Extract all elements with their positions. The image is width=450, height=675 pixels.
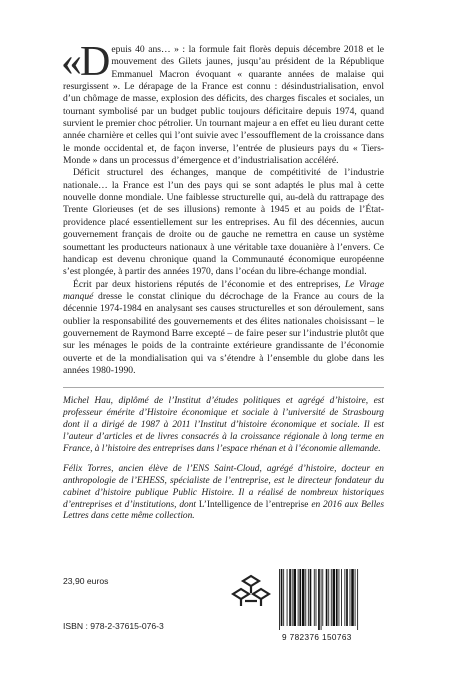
dropcap: «D [61, 39, 109, 85]
barcode-bar [351, 569, 354, 626]
summary-paragraph-2: Déficit structurel des échanges, manque de compétitivité de l’industrie nationale… la France est l’un des pays qui se sont adaptés le plus mal à cette nouvelle donne mondiale. Une faiblesse structurelle qui, au-delà du rattrapage des Trente Glorieuses (et de ses illusions) remonte à 1945 et au poids de l’État-providence placé essentiellement sur les entreprises. Au fil des décennies, aucun gouvernement français de droite ou de gauche ne remettra en cause un système soumettant les producteurs nationaux à une véritable taxe douanière à l’envers. Ce handicap est devenu chronique quand la Communauté économique européenne s’est plongée, à partir des années 1970, dans l’océan du libre-échange mondial. [63, 167, 384, 278]
isbn: ISBN : 978-2-37615-076-3 [63, 621, 164, 631]
barcode-bar [333, 569, 336, 626]
barcode-bar [283, 569, 284, 626]
torres-book-title: L’Intelligence de l’entreprise [198, 499, 309, 510]
book-title: Le Virage manqué [63, 278, 384, 302]
barcode-bar [305, 569, 306, 626]
barcode-bar [308, 569, 309, 626]
barcode-bar [318, 569, 320, 630]
barcode-bar [350, 569, 351, 626]
barcode-bar [321, 569, 322, 630]
barcode-bar [279, 569, 280, 630]
summary-paragraph-3 [63, 279, 384, 378]
author-bio-hau: Michel Hau, diplômé de l’Institut d’études politiques et agrégé d’histoire, est professeur émérite d’Histoire économique et sociale à l’université de Strasbourg dont il a dirigé de 1987 à 2011 l’Institut d’histoire économique et sociale. Il est l’auteur d’articles et de livres consacrés à la croissance régionale à long terme en France, à l’histoire des entreprises dans l’espace rhénan et à l’économie allemande. [63, 396, 384, 454]
barcode-bar [310, 569, 312, 626]
barcode-bar [336, 569, 338, 626]
barcode-bar [316, 569, 317, 626]
summary-text-3b: dresse le constat clinique du décrochage de la France au cours de la décennie 1974-1984 en analysant ses causes structurelles et son déroulement, sans oublier la responsabilité des gouvernements et des élites nationales choisissant – le gouvernement de Raymond Barre excepté – de faire peser sur l’industrie plutôt que sur les ménages le poids de la contrainte extérieure grandissante de l’économie ouverte et de la mondialisation qui va s’étendre à l’ensemble du globe dans les années 1980-1990. [63, 290, 384, 376]
barcode-bar [328, 569, 329, 626]
barcode-bar [341, 569, 342, 626]
barcode-bar [293, 569, 296, 626]
barcode-bar [322, 569, 323, 626]
barcode-bar [289, 569, 291, 626]
summary-text-1: epuis 40 ans… » : la formule fait florès depuis décembre 2018 et le mouvement des Gilets jaunes, jusqu’au président de la République Emmanuel Macron évoquant « quarante années de malaise qui resurgissent ». Le dérapage de la France est connu : désindustrialisation, envol d’un chômage de masse, explosion des déficits, des charges fiscales et sociales, un tournant symbolisé par un budget public toujours déficitaire depuis 1974, quand survient le premier choc pétrolier. Un tournant majeur a en effet eu lieu durant cette année charnière et celles qui l’ont suivie avec l’essoufflement de la croissance dans le monde occidental et, de façon inverse, l’entrée de plusieurs pays du « Tiers-Monde » dans un processus d’émergence et d’industrialisation accéléré. [63, 44, 384, 167]
barcode-bar [281, 569, 283, 626]
torres-text-a: Félix Torres, ancien élève de l’ENS Saint-Cloud, agrégé d’histoire, docteur en anthropologie de l’EHESS, spécialiste de l’entreprise, est le directeur fondateur du cabinet d’histoire publique Public Histoire. Il a réalisé de nombreux historiques d’entreprises et d’institutions, dont [63, 463, 384, 510]
barcode-bar [357, 569, 358, 630]
back-cover-text [61, 39, 384, 523]
barcode-bar [287, 569, 288, 626]
barcode-bar [326, 569, 328, 626]
barcode-bar [299, 569, 301, 626]
barcode-bar [355, 569, 356, 626]
author-bio-torres [63, 464, 384, 524]
barcode-bar [292, 569, 293, 626]
summary-paragraph-1 [61, 39, 384, 167]
barcode-bar [298, 569, 299, 626]
barcode-bar [346, 569, 348, 626]
barcode [277, 569, 389, 630]
barcode-bar [331, 569, 332, 626]
barcode-bar [302, 569, 305, 626]
barcode-bar [314, 569, 315, 626]
publisher-logo-icon [231, 574, 271, 608]
summary-text-3a: Écrit par deux historiens réputés de l’économie et des entreprises, [73, 278, 345, 290]
divider [63, 387, 384, 388]
barcode-number: 9 782376 150763 [282, 633, 352, 642]
torres-text-b: en 2016 aux Belles Lettres dans cette même collection. [63, 499, 384, 522]
barcode-bar [344, 569, 345, 626]
price: 23,90 euros [63, 576, 109, 586]
barcode-bar [339, 569, 340, 626]
